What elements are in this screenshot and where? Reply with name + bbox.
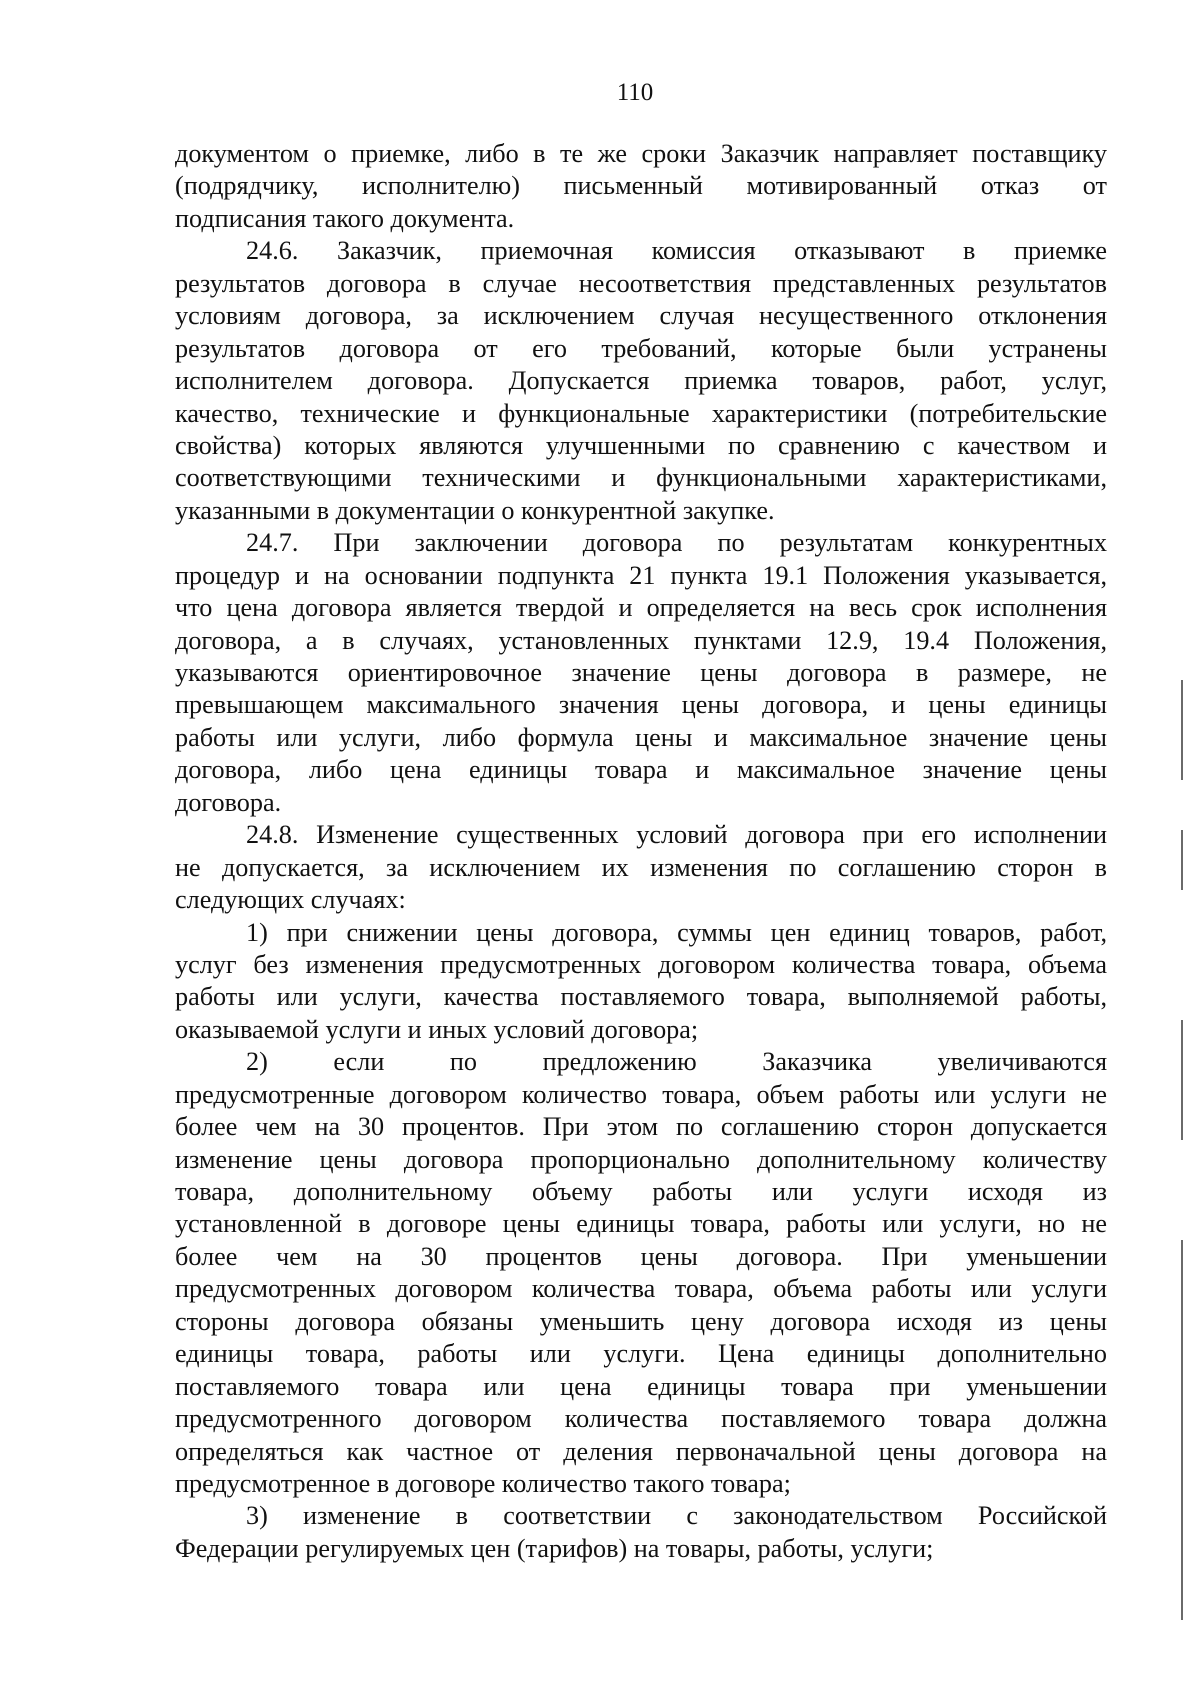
text-line: (подрядчику, исполнителю) письменный мотивированный отказ от xyxy=(175,171,1107,201)
text-line: оказываемой услуги и иных условий договора; xyxy=(175,1014,699,1044)
text-line: превышающем максимального значения цены договора, и цены единицы xyxy=(175,690,1107,720)
document-body xyxy=(175,138,1107,1565)
page-number: 110 xyxy=(616,79,654,106)
text-line: более чем на 30 процентов. При этом по соглашению сторон допускается xyxy=(175,1112,1107,1142)
text-line: указываются ориентировочное значение цены договора в размере, не xyxy=(175,658,1107,687)
text-line: услуг без изменения предусмотренных договором количества товара, объема xyxy=(175,949,1107,979)
text-line: поставляемого товара или цена единицы товара при уменьшении xyxy=(175,1371,1107,1401)
text-line: определяться как частное от деления первоначальной цены договора на xyxy=(175,1436,1107,1466)
text-line: 24.7. При заключении договора по результатам конкурентных xyxy=(246,528,1107,558)
text-line: результатов договора от его требований, которые были устранены xyxy=(175,333,1107,363)
text-line: стороны договора обязаны уменьшить цену договора исходя из цены xyxy=(175,1306,1107,1336)
text-line: 2) если по предложению Заказчика увеличиваются xyxy=(246,1047,1107,1077)
text-line: 1) при снижении цены договора, суммы цен единиц товаров, работ, xyxy=(246,917,1107,947)
text-line: работы или услуги, качества поставляемого товара, выполняемой работы, xyxy=(175,982,1107,1012)
text-line: следующих случаях: xyxy=(175,885,406,915)
text-line: более чем на 30 процентов цены договора. При уменьшении xyxy=(175,1241,1107,1271)
text-line: 24.8. Изменение существенных условий договора при его исполнении xyxy=(246,820,1107,850)
text-line: качество, технические и функциональные характеристики (потребительские xyxy=(175,398,1107,428)
text-line: Федерации регулируемых цен (тарифов) на товары, работы, услуги; xyxy=(175,1533,934,1563)
text-line: указанными в документации о конкурентной закупке. xyxy=(175,495,775,525)
text-line: единицы товара, работы или услуги. Цена единицы дополнительно xyxy=(175,1339,1107,1369)
text-line: что цена договора является твердой и определяется на весь срок исполнения xyxy=(175,593,1107,623)
scan-margin-mark xyxy=(1181,680,1183,780)
text-line: предусмотренное в договоре количество такого товара; xyxy=(175,1468,791,1498)
scan-margin-mark xyxy=(1181,830,1183,890)
text-line: работы или услуги, либо формула цены и максимальное значение цены xyxy=(175,722,1107,752)
text-line: свойства) которых являются улучшенными по сравнению с качеством и xyxy=(175,430,1107,460)
text-line: предусмотренные договором количество товара, объем работы или услуги не xyxy=(175,1079,1107,1109)
text-line: не допускается, за исключением их изменения по соглашению сторон в xyxy=(175,852,1107,882)
scan-margin-mark xyxy=(1181,1240,1183,1620)
text-line: предусмотренных договором количества товара, объема работы или услуги xyxy=(175,1274,1107,1304)
text-line: договора, а в случаях, установленных пунктами 12.9, 19.4 Положения, xyxy=(175,625,1107,655)
text-line: документом о приемке, либо в те же сроки Заказчик направляет поставщику xyxy=(175,139,1107,168)
text-line: изменение цены договора пропорционально дополнительному количеству xyxy=(175,1144,1107,1174)
text-line: подписания такого документа. xyxy=(175,203,515,233)
text-line: исполнителем договора. Допускается приемка товаров, работ, услуг, xyxy=(175,366,1107,396)
text-line: соответствующими техническими и функциональными характеристиками, xyxy=(175,463,1107,493)
text-line: предусмотренного договором количества поставляемого товара должна xyxy=(175,1404,1107,1434)
text-line: процедур и на основании подпункта 21 пункта 19.1 Положения указывается, xyxy=(175,560,1107,590)
text-line: 24.6. Заказчик, приемочная комиссия отказывают в приемке xyxy=(246,236,1107,266)
text-line: 3) изменение в соответствии с законодательством Российской xyxy=(246,1501,1107,1531)
text-line: договора. xyxy=(175,787,282,817)
text-line: условиям договора, за исключением случая несущественного отклонения xyxy=(175,301,1107,331)
scan-margin-mark xyxy=(1181,1020,1183,1140)
text-line: договора, либо цена единицы товара и максимальное значение цены xyxy=(175,755,1107,785)
text-line: товара, дополнительному объему работы или услуги исходя из xyxy=(175,1177,1107,1206)
text-line: установленной в договоре цены единицы товара, работы или услуги, но не xyxy=(175,1209,1107,1239)
text-line: результатов договора в случае несоответствия представленных результатов xyxy=(175,268,1107,298)
